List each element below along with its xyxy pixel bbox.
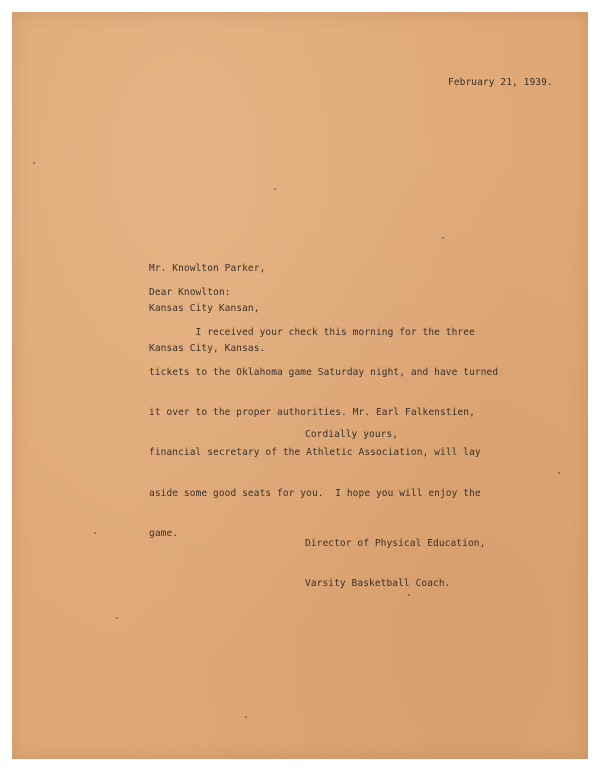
address-line: Kansas City Kansan, <box>149 303 260 315</box>
letter-date: February 21, 1939. <box>448 77 553 88</box>
address-line: Kansas City, Kansas. <box>149 343 266 355</box>
paper-speck <box>274 188 276 190</box>
paper-speck <box>245 716 247 718</box>
signature-title-line: Director of Physical Education, <box>305 537 486 549</box>
body-line: aside some good seats for you. I hope you will enjoy the <box>149 487 481 499</box>
body-line: financial secretary of the Athletic Association, will lay <box>149 447 481 459</box>
letter-page <box>12 12 588 759</box>
paper-speck <box>33 162 35 164</box>
signature-title-line: Varsity Basketball Coach. <box>305 578 451 590</box>
paper-speck <box>442 237 444 239</box>
body-line: it over to the proper authorities. Mr. Earl Falkenstien, <box>149 407 475 419</box>
paper-speck <box>94 532 96 534</box>
address-line: Mr. Knowlton Parker, <box>149 262 266 274</box>
body-line: I received your check this morning for the three <box>149 326 475 338</box>
paper-speck <box>116 617 118 619</box>
paper-speck <box>408 594 410 596</box>
body-line: tickets to the Oklahoma game Saturday night, and have turned <box>149 367 499 379</box>
body-line: game. <box>149 527 179 539</box>
complimentary-closing: Cordially yours, <box>305 429 399 440</box>
signature-block <box>305 510 485 617</box>
paper-speck <box>558 472 560 474</box>
salutation: Dear Knowlton: <box>149 287 231 298</box>
